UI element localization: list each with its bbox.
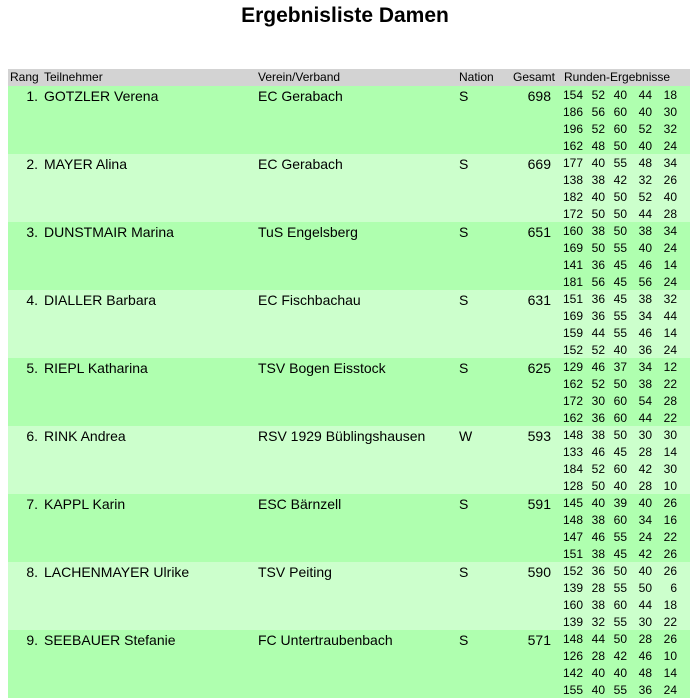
total-cell: 591 [527, 496, 551, 512]
round-line [561, 428, 678, 445]
round-score: 50 [613, 428, 627, 442]
round-total: 129 [562, 360, 583, 374]
round-score: 24 [663, 343, 677, 357]
round-total: 169 [562, 241, 583, 255]
round-total: 177 [562, 156, 583, 170]
club-cell: TSV Peiting [258, 564, 332, 580]
round-score: 52 [591, 377, 605, 391]
round-score: 36 [638, 683, 652, 697]
round-total: 196 [562, 122, 583, 136]
round-score: 60 [613, 122, 627, 136]
round-score: 52 [591, 343, 605, 357]
round-score: 40 [591, 190, 605, 204]
round-total: 148 [562, 428, 583, 442]
club-cell: EC Gerabach [258, 88, 343, 104]
round-total: 148 [562, 632, 583, 646]
round-score: 12 [663, 360, 677, 374]
round-score: 28 [663, 207, 677, 221]
round-line [561, 377, 678, 394]
round-results [561, 428, 678, 496]
round-score: 46 [591, 530, 605, 544]
round-total: 152 [562, 564, 583, 578]
round-score: 56 [638, 275, 652, 289]
round-total: 141 [562, 258, 583, 272]
round-score: 22 [663, 615, 677, 629]
round-score: 40 [663, 190, 677, 204]
round-line [561, 683, 678, 700]
round-line [561, 581, 678, 598]
rank-cell: 1. [26, 88, 38, 104]
round-score: 45 [613, 292, 627, 306]
round-score: 14 [663, 258, 677, 272]
header-rank: Rang [10, 70, 39, 84]
round-results [561, 88, 678, 156]
nation-cell: W [459, 428, 473, 444]
round-score: 38 [591, 547, 605, 561]
round-score: 40 [613, 479, 627, 493]
total-cell: 625 [527, 360, 551, 376]
round-score: 46 [638, 649, 652, 663]
round-total: 139 [562, 581, 583, 595]
table-row [8, 358, 690, 426]
participant-name: GOTZLER Verena [44, 88, 159, 104]
nation-cell: S [459, 156, 469, 172]
round-score: 38 [591, 598, 605, 612]
round-score: 60 [613, 598, 627, 612]
nation-cell: S [459, 88, 469, 104]
round-results [561, 632, 678, 700]
round-results [561, 156, 678, 224]
round-score: 14 [663, 326, 677, 340]
rank-cell: 4. [26, 292, 38, 308]
round-line [561, 326, 678, 343]
round-line [561, 496, 678, 513]
round-line [561, 632, 678, 649]
round-total: 182 [562, 190, 583, 204]
round-score: 55 [613, 581, 627, 595]
nation-cell: S [459, 224, 469, 240]
total-cell: 698 [527, 88, 551, 104]
round-score: 34 [638, 513, 652, 527]
table-row [8, 154, 690, 222]
round-score: 50 [613, 377, 627, 391]
round-total: 162 [562, 139, 583, 153]
round-score: 54 [638, 394, 652, 408]
round-score: 24 [663, 683, 677, 697]
participant-name: DIALLER Barbara [44, 292, 157, 308]
round-score: 14 [663, 666, 677, 680]
page-title: Ergebnisliste Damen [241, 4, 449, 27]
round-score: 55 [613, 326, 627, 340]
table-row [8, 630, 690, 698]
round-score: 52 [591, 122, 605, 136]
round-score: 42 [638, 547, 652, 561]
round-total: 160 [562, 598, 583, 612]
round-line [561, 156, 678, 173]
round-total: 184 [562, 462, 583, 476]
round-score: 55 [613, 241, 627, 255]
club-cell: TuS Engelsberg [258, 224, 358, 240]
round-score: 44 [638, 207, 652, 221]
round-score: 46 [591, 360, 605, 374]
round-score: 45 [613, 547, 627, 561]
club-cell: ESC Bärnzell [258, 496, 342, 512]
round-score: 32 [591, 615, 605, 629]
total-cell: 651 [527, 224, 551, 240]
round-score: 40 [638, 139, 652, 153]
round-results [561, 360, 678, 428]
round-score: 52 [638, 190, 652, 204]
round-score: 30 [663, 105, 677, 119]
round-results [561, 292, 678, 360]
round-score: 38 [591, 173, 605, 187]
round-total: 133 [562, 445, 583, 459]
round-line [561, 292, 678, 309]
table-row [8, 426, 690, 494]
round-score: 44 [638, 411, 652, 425]
round-total: 138 [562, 173, 583, 187]
rank-cell: 3. [26, 224, 38, 240]
participant-name: RIEPL Katharina [44, 360, 148, 376]
round-score: 22 [663, 411, 677, 425]
round-score: 50 [638, 581, 652, 595]
total-cell: 571 [527, 632, 551, 648]
round-total: 155 [562, 683, 583, 697]
round-score: 50 [613, 632, 627, 646]
round-line [561, 88, 678, 105]
round-total: 145 [562, 496, 583, 510]
round-line [561, 598, 678, 615]
round-score: 50 [613, 564, 627, 578]
round-score: 50 [591, 241, 605, 255]
round-score: 40 [638, 105, 652, 119]
round-line [561, 462, 678, 479]
club-cell: EC Fischbachau [258, 292, 361, 308]
participant-name: LACHENMAYER Ulrike [44, 564, 190, 580]
table-row [8, 86, 690, 154]
rank-cell: 7. [26, 496, 38, 512]
round-score: 26 [663, 632, 677, 646]
round-score: 40 [613, 88, 627, 102]
round-score: 44 [663, 309, 677, 323]
round-total: 181 [562, 275, 583, 289]
round-line [561, 564, 678, 581]
nation-cell: S [459, 292, 469, 308]
round-line [561, 122, 678, 139]
round-score: 6 [670, 581, 677, 595]
header-nation: Nation [459, 70, 494, 84]
round-score: 50 [613, 224, 627, 238]
round-score: 50 [591, 479, 605, 493]
round-score: 24 [638, 530, 652, 544]
round-score: 38 [591, 224, 605, 238]
round-total: 154 [562, 88, 583, 102]
rank-cell: 5. [26, 360, 38, 376]
round-total: 147 [562, 530, 583, 544]
round-total: 151 [562, 547, 583, 561]
round-score: 38 [591, 428, 605, 442]
table-row [8, 222, 690, 290]
round-total: 172 [562, 207, 583, 221]
round-score: 39 [613, 496, 627, 510]
round-score: 32 [638, 173, 652, 187]
round-total: 160 [562, 224, 583, 238]
participant-name: KAPPL Karin [44, 496, 126, 512]
round-score: 40 [591, 496, 605, 510]
round-total: 162 [562, 377, 583, 391]
round-score: 16 [663, 513, 677, 527]
round-line [561, 530, 678, 547]
round-score: 32 [663, 292, 677, 306]
round-score: 24 [663, 139, 677, 153]
round-score: 26 [663, 173, 677, 187]
round-score: 40 [638, 496, 652, 510]
round-score: 45 [613, 445, 627, 459]
round-results [561, 564, 678, 632]
header-club: Verein/Verband [258, 70, 341, 84]
round-total: 148 [562, 513, 583, 527]
round-score: 55 [613, 683, 627, 697]
round-score: 60 [613, 394, 627, 408]
round-score: 56 [591, 105, 605, 119]
round-score: 36 [591, 564, 605, 578]
table-row [8, 562, 690, 630]
round-total: 128 [562, 479, 583, 493]
round-total: 172 [562, 394, 583, 408]
round-score: 52 [638, 122, 652, 136]
total-cell: 593 [527, 428, 551, 444]
round-score: 18 [663, 88, 677, 102]
table-row [8, 494, 690, 562]
round-score: 36 [591, 258, 605, 272]
round-score: 55 [613, 615, 627, 629]
round-total: 159 [562, 326, 583, 340]
round-score: 42 [613, 173, 627, 187]
round-line [561, 258, 678, 275]
round-score: 24 [663, 241, 677, 255]
round-score: 34 [663, 156, 677, 170]
round-score: 36 [591, 309, 605, 323]
round-score: 55 [613, 530, 627, 544]
round-line [561, 241, 678, 258]
round-score: 34 [638, 360, 652, 374]
round-results [561, 224, 678, 292]
round-score: 30 [591, 394, 605, 408]
round-line [561, 224, 678, 241]
participant-name: DUNSTMAIR Marina [44, 224, 174, 240]
round-score: 28 [591, 581, 605, 595]
round-score: 56 [591, 275, 605, 289]
round-score: 45 [613, 275, 627, 289]
round-score: 40 [613, 343, 627, 357]
round-score: 10 [663, 649, 677, 663]
round-score: 28 [591, 649, 605, 663]
round-score: 44 [638, 88, 652, 102]
round-score: 48 [591, 139, 605, 153]
round-line [561, 666, 678, 683]
round-score: 22 [663, 377, 677, 391]
round-score: 28 [638, 445, 652, 459]
round-line [561, 513, 678, 530]
round-score: 48 [638, 666, 652, 680]
total-cell: 669 [527, 156, 551, 172]
round-score: 46 [638, 258, 652, 272]
club-cell: EC Gerabach [258, 156, 343, 172]
round-score: 50 [613, 139, 627, 153]
round-line [561, 445, 678, 462]
round-score: 36 [638, 343, 652, 357]
round-score: 60 [613, 513, 627, 527]
round-score: 30 [638, 428, 652, 442]
round-score: 44 [591, 326, 605, 340]
nation-cell: S [459, 360, 469, 376]
club-cell: FC Untertraubenbach [258, 632, 393, 648]
results-table [8, 69, 690, 698]
round-score: 44 [591, 632, 605, 646]
round-total: 142 [562, 666, 583, 680]
round-score: 30 [663, 428, 677, 442]
round-score: 28 [663, 394, 677, 408]
header-total: Gesamt [513, 70, 556, 84]
round-score: 55 [613, 309, 627, 323]
round-score: 50 [613, 190, 627, 204]
round-score: 52 [591, 88, 605, 102]
round-score: 37 [613, 360, 627, 374]
round-score: 34 [663, 224, 677, 238]
nation-cell: S [459, 632, 469, 648]
round-total: 162 [562, 411, 583, 425]
round-score: 36 [591, 411, 605, 425]
round-score: 38 [638, 292, 652, 306]
round-results [561, 496, 678, 564]
table-body [8, 86, 690, 698]
round-score: 28 [638, 479, 652, 493]
round-score: 10 [663, 479, 677, 493]
round-score: 40 [638, 564, 652, 578]
round-score: 42 [613, 649, 627, 663]
round-score: 55 [613, 156, 627, 170]
round-score: 60 [613, 462, 627, 476]
round-score: 36 [591, 292, 605, 306]
club-cell: RSV 1929 Büblingshausen [258, 428, 426, 444]
round-score: 50 [591, 207, 605, 221]
round-line [561, 105, 678, 122]
round-total: 151 [562, 292, 583, 306]
table-header [8, 69, 690, 86]
round-score: 52 [591, 462, 605, 476]
round-score: 60 [613, 105, 627, 119]
round-score: 32 [663, 122, 677, 136]
round-line [561, 309, 678, 326]
round-line [561, 360, 678, 377]
round-total: 139 [562, 615, 583, 629]
round-score: 40 [591, 683, 605, 697]
round-line [561, 190, 678, 207]
rank-cell: 6. [26, 428, 38, 444]
round-score: 40 [591, 666, 605, 680]
round-score: 48 [638, 156, 652, 170]
round-score: 24 [663, 275, 677, 289]
round-score: 45 [613, 258, 627, 272]
rank-cell: 9. [26, 632, 38, 648]
header-name: Teilnehmer [44, 70, 103, 84]
round-score: 30 [663, 462, 677, 476]
rank-cell: 2. [26, 156, 38, 172]
total-cell: 590 [527, 564, 551, 580]
round-score: 50 [613, 207, 627, 221]
round-line [561, 173, 678, 190]
round-score: 14 [663, 445, 677, 459]
header-rounds: Runden-Ergebnisse [564, 70, 671, 84]
round-score: 40 [591, 156, 605, 170]
round-total: 152 [562, 343, 583, 357]
round-score: 40 [638, 241, 652, 255]
nation-cell: S [459, 496, 469, 512]
round-total: 186 [562, 105, 583, 119]
round-score: 40 [613, 666, 627, 680]
round-total: 169 [562, 309, 583, 323]
round-score: 28 [638, 632, 652, 646]
round-line [561, 649, 678, 666]
total-cell: 631 [527, 292, 551, 308]
round-score: 46 [591, 445, 605, 459]
round-score: 18 [663, 598, 677, 612]
round-total: 126 [562, 649, 583, 663]
club-cell: TSV Bogen Eisstock [258, 360, 386, 376]
participant-name: RINK Andrea [44, 428, 126, 444]
round-score: 26 [663, 547, 677, 561]
round-score: 42 [638, 462, 652, 476]
table-row [8, 290, 690, 358]
round-score: 30 [638, 615, 652, 629]
round-score: 60 [613, 411, 627, 425]
round-score: 46 [638, 326, 652, 340]
nation-cell: S [459, 564, 469, 580]
rank-cell: 8. [26, 564, 38, 580]
participant-name: SEEBAUER Stefanie [44, 632, 176, 648]
round-score: 22 [663, 530, 677, 544]
round-score: 44 [638, 598, 652, 612]
round-score: 26 [663, 564, 677, 578]
round-score: 38 [638, 224, 652, 238]
round-score: 34 [638, 309, 652, 323]
round-score: 26 [663, 496, 677, 510]
round-line [561, 394, 678, 411]
round-score: 38 [591, 513, 605, 527]
participant-name: MAYER Alina [44, 156, 127, 172]
round-score: 38 [638, 377, 652, 391]
